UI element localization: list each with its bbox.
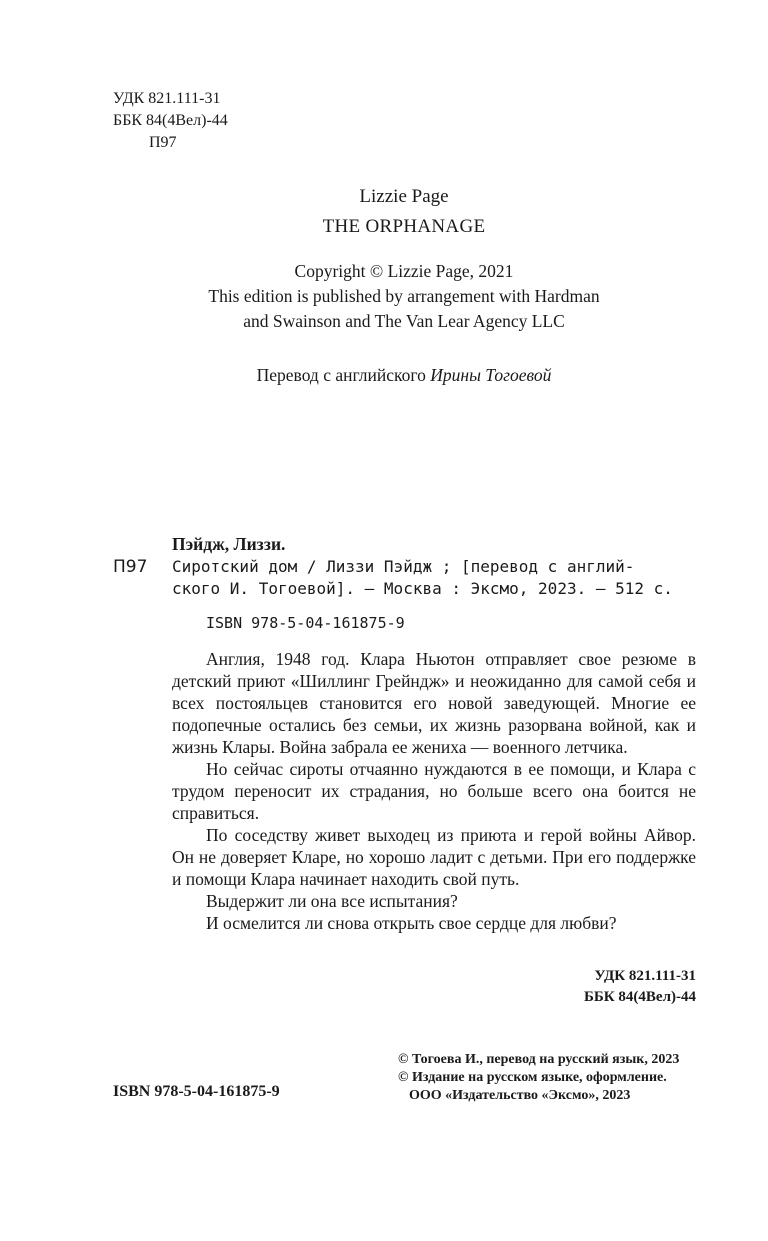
annotation-paragraph: Но сейчас сироты отчаянно нуждаются в ее помощи, и Клара с трудом переносит их страдания, но больше всего она боится не справиться. — [172, 759, 696, 823]
copyright-line: This edition is published by arrangement with Hardman — [208, 286, 600, 306]
copyright-line: and Swainson and The Van Lear Agency LLC — [243, 311, 565, 331]
isbn-footer: ISBN 978-5-04-161875-9 — [113, 1083, 280, 1100]
rights-line: ООО «Издательство «Эксмо», 2023 — [409, 1088, 631, 1103]
original-author: Lizzie Page — [359, 186, 449, 207]
translation-prefix: Перевод с английского — [256, 365, 431, 385]
annotation-paragraph: И осмелится ли снова открыть свое сердце для любви? — [206, 913, 617, 933]
bbk-code: ББК 84(4Вел)-44 — [113, 112, 228, 129]
classification-codes — [113, 88, 228, 154]
rights-line: © Тогоева И., перевод на русский язык, 2023 — [398, 1052, 680, 1067]
annotation-paragraph: Выдержит ли она все испытания? — [206, 891, 458, 911]
copyright-line: Copyright © Lizzie Page, 2021 — [294, 261, 514, 281]
translator-name: Ирины Тогоевой — [430, 365, 552, 385]
annotation — [172, 648, 696, 934]
udk-code: УДК 821.111-31 — [113, 90, 221, 107]
bib-heading: Пэйдж, Лиззи. — [172, 534, 286, 554]
bib-isbn: ISBN 978-5-04-161875-9 — [206, 614, 405, 632]
author-sign: П97 — [149, 134, 177, 151]
bib-author-sign: П97 — [113, 557, 148, 577]
rights-notice — [398, 1051, 698, 1105]
copyright-notice — [0, 259, 768, 334]
bbk-code-right: ББК 84(4Вел)-44 — [583, 989, 696, 1005]
udk-code-right: УДК 821.111-31 — [594, 968, 696, 984]
classification-right — [450, 966, 696, 1008]
annotation-paragraph: Англия, 1948 год. Клара Ньютон отправляет свое резюме в детский приют «Шиллинг Грейндж» и неожиданно для самой себя и всех постояльцев становится его новой заведующей. Многие ее подопечные остались без семьи, их жизнь разорвана войной, как и жизнь Клары. Война забрала ее жениха — военного летчика. — [172, 649, 696, 757]
bib-entry-line: Сиротский дом / Лиззи Пэйдж ; [перевод с англий- — [172, 557, 635, 576]
bib-entry-line: ского И. Тогоевой]. — Москва : Эксмо, 2023. — 512 с. — [172, 579, 673, 598]
bib-entry — [172, 556, 696, 600]
annotation-paragraph: По соседству живет выходец из приюта и герой войны Айвор. Он не доверяет Кларе, но хорошо ладит с детьми. При его поддержке и помощи Клара начинает находить свой путь. — [172, 825, 696, 889]
translation-credit — [0, 365, 768, 386]
original-title: THE ORPHANAGE — [322, 216, 486, 237]
rights-line: © Издание на русском языке, оформление. — [398, 1070, 667, 1085]
